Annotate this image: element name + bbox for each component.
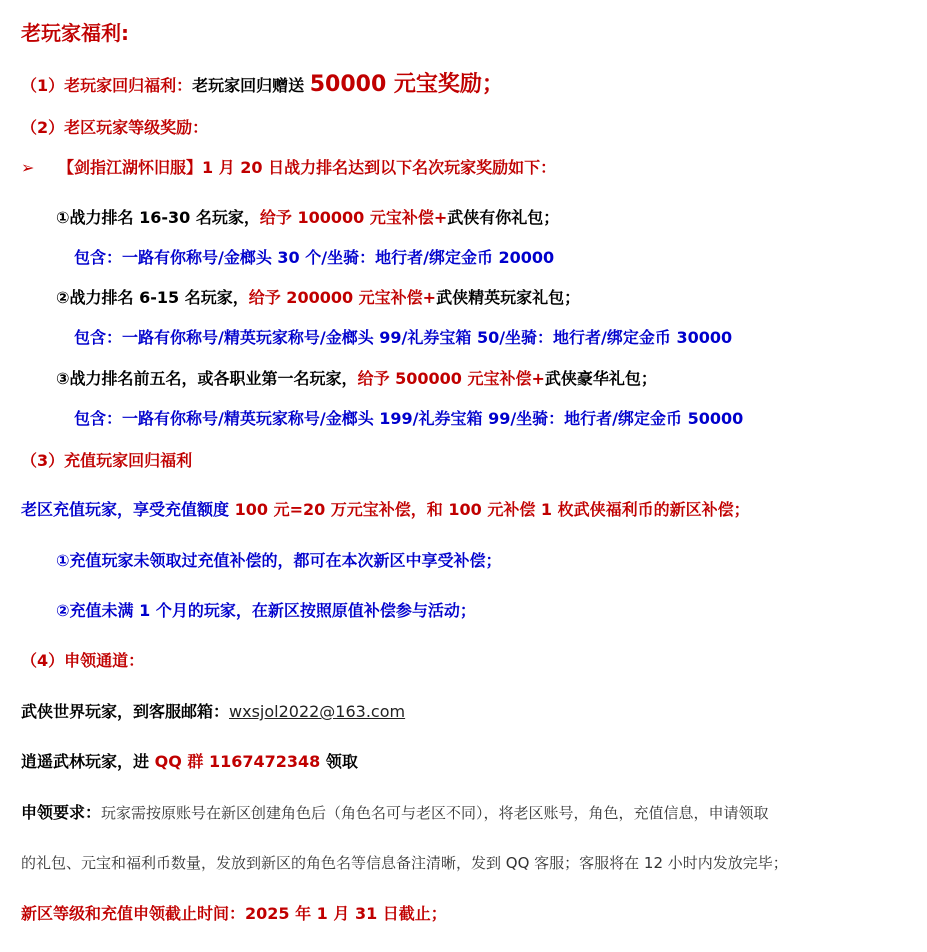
xywl-channel-line bbox=[21, 751, 358, 773]
requirement-text-1: 玩家需按原账号在新区创建角色后（角色名可与老区不同），将老区账号，角色，充值信息，申请领取 bbox=[101, 804, 769, 822]
section-1-line bbox=[21, 74, 504, 97]
tier-2-line bbox=[56, 287, 580, 309]
page-title: 老玩家福利: bbox=[21, 21, 129, 45]
section-2-headline: 【剑指江湖怀旧服】1 月 20 日战力排名达到以下名次玩家奖励如下： bbox=[57, 158, 557, 177]
section-3-item-2: ②充值未满 1 个月的玩家，在新区按照原值补偿参与活动； bbox=[56, 601, 476, 620]
tier-3-contents: 包含：一路有你称号/精英玩家称号/金榔头 199/礼券宝箱 99/坐骑：地行者/绑定金币 50000 bbox=[74, 409, 744, 428]
xywl-channel-suffix: 领取 bbox=[325, 752, 358, 771]
tier-2-rank: ②战力排名 6-15 名玩家， bbox=[56, 288, 249, 307]
section-1-label: （1）老玩家回归福利： bbox=[21, 76, 193, 95]
section-4-label: （4）申领通道： bbox=[21, 651, 145, 670]
requirement-line-1 bbox=[21, 802, 769, 824]
deadline-notice: 新区等级和充值申领截止时间：2025 年 1 月 31 日截止； bbox=[21, 904, 447, 923]
tier-1-line bbox=[56, 207, 559, 229]
section-3-intro-a: 老区充值玩家，享受充值额度 bbox=[21, 500, 230, 519]
tier-1-rank: ①战力排名 16-30 名玩家， bbox=[56, 208, 260, 227]
xywl-channel-label: 逍遥武林玩家，进 bbox=[21, 752, 150, 771]
tier-2-reward: 给予 200000 元宝补偿+ bbox=[248, 288, 437, 307]
section-3-label: （3）充值玩家回归福利 bbox=[21, 451, 193, 470]
section-3-intro-b: 100 元=20 万元宝补偿，和 100 元补偿 1 枚武侠福利币的新区补偿； bbox=[234, 500, 750, 519]
wxsj-channel-line bbox=[21, 701, 405, 723]
service-email-link[interactable]: wxsjol2022@163.com bbox=[229, 702, 406, 721]
tier-2-pack: 武侠精英玩家礼包； bbox=[436, 288, 581, 307]
wxsj-channel-label: 武侠世界玩家，到客服邮箱： bbox=[21, 702, 230, 721]
tier-3-line bbox=[56, 368, 657, 390]
bullet-arrow-icon: ➢ bbox=[21, 158, 35, 177]
tier-3-rank: ③战力排名前五名，或各职业第一名玩家， bbox=[56, 369, 358, 388]
section-2-label: （2）老区玩家等级奖励： bbox=[21, 118, 209, 137]
tier-2-contents: 包含：一路有你称号/精英玩家称号/金榔头 99/礼券宝箱 50/坐骑：地行者/绑定金币 30000 bbox=[74, 328, 733, 347]
tier-3-pack: 武侠豪华礼包； bbox=[544, 369, 657, 388]
tier-1-pack: 武侠有你礼包； bbox=[447, 208, 560, 227]
requirement-text-2: 的礼包、元宝和福利币数量，发放到新区的角色名等信息备注清晰，发到 QQ 客服；客服将在 12 小时内发放完毕； bbox=[21, 854, 788, 872]
tier-1-reward: 给予 100000 元宝补偿+ bbox=[259, 208, 448, 227]
section-3-item-1: ①充值玩家未领取过充值补偿的，都可在本次新区中享受补偿； bbox=[56, 551, 502, 570]
qq-group-number: QQ 群 1167472348 bbox=[154, 752, 321, 771]
requirement-label: 申领要求： bbox=[21, 803, 102, 822]
section-1-amount: 50000 元宝奖励； bbox=[309, 72, 504, 97]
section-2-headline-line bbox=[21, 157, 556, 179]
tier-3-reward: 给予 500000 元宝补偿+ bbox=[357, 369, 545, 388]
section-1-text: 老玩家回归赠送 bbox=[192, 76, 305, 95]
tier-1-contents: 包含：一路有你称号/金榔头 30 个/坐骑：地行者/绑定金币 20000 bbox=[74, 248, 555, 267]
section-3-intro bbox=[21, 499, 750, 521]
